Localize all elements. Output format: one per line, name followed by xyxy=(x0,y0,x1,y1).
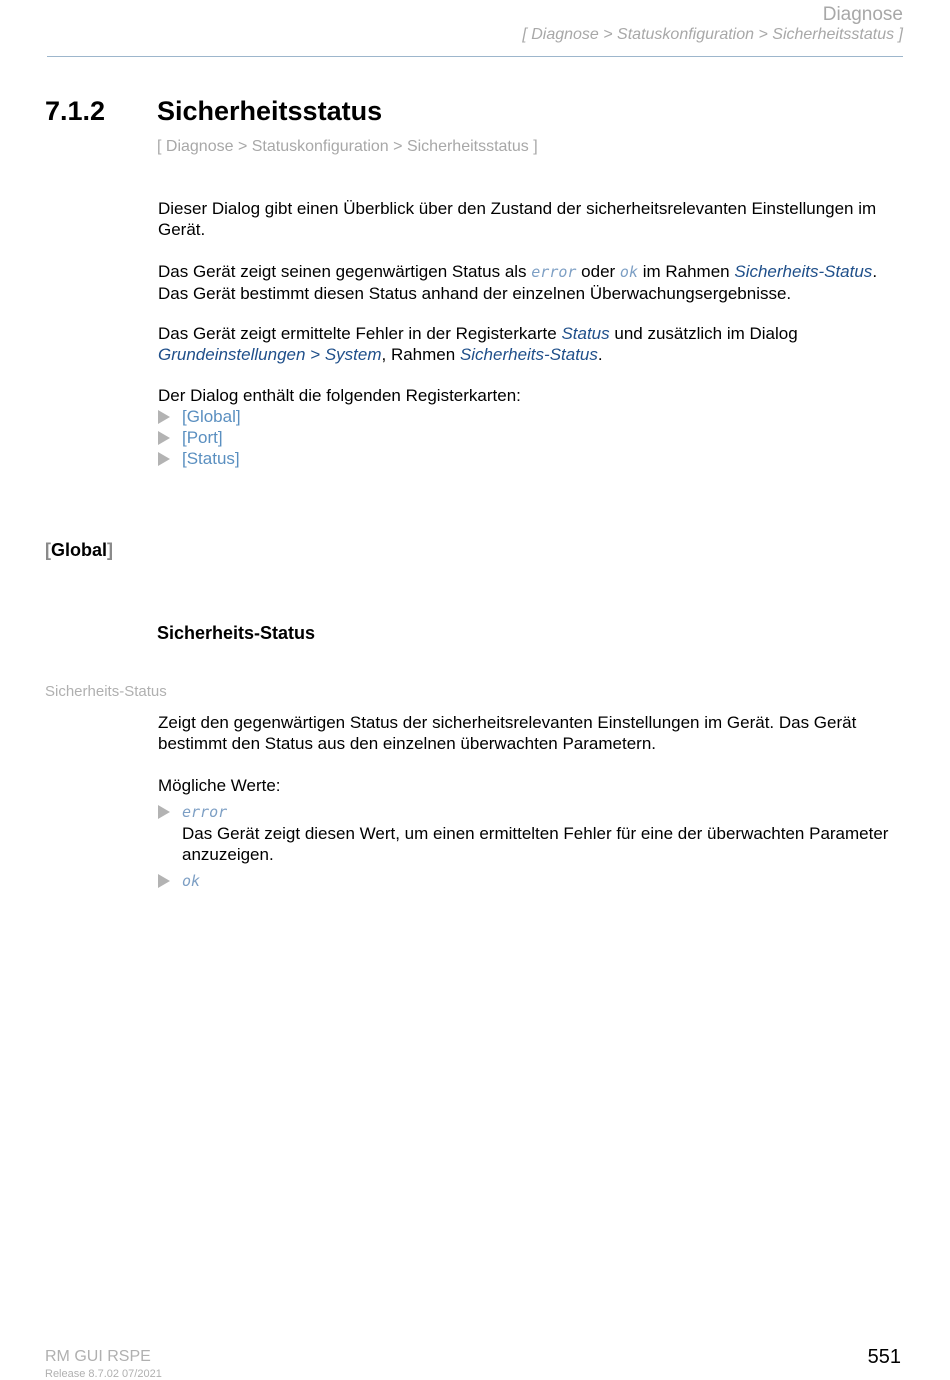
parameter-label: Sicherheits-Status xyxy=(45,683,167,700)
bracket: [ xyxy=(45,540,51,560)
intro-paragraph-2 xyxy=(158,261,903,304)
text: oder xyxy=(576,262,620,281)
bullet-triangle-icon xyxy=(158,410,170,424)
value-entry xyxy=(182,802,903,865)
list-item xyxy=(158,406,241,427)
text: und zusätzlich im Dialog xyxy=(609,324,798,343)
footer-product: RM GUI RSPE xyxy=(45,1348,151,1365)
text: . xyxy=(597,345,603,364)
tabs-intro: Der Dialog enthält die folgenden Registerkarten: xyxy=(158,386,521,405)
header-title: Diagnose xyxy=(822,4,903,25)
frame-link-security-status[interactable]: Sicherheits-Status xyxy=(734,262,873,281)
text: , Rahmen xyxy=(381,345,460,364)
value-code-ok: ok xyxy=(182,872,201,890)
text: im Rahmen xyxy=(637,262,735,281)
bullet-triangle-icon xyxy=(158,874,170,888)
tab-link-status[interactable]: Status xyxy=(561,324,610,343)
bracket: ] xyxy=(107,540,114,560)
list-item xyxy=(158,427,241,448)
tabs-list xyxy=(158,406,241,469)
page-number: 551 xyxy=(867,1346,901,1368)
parameter-description: Zeigt den gegenwärtigen Status der sicherheitsrelevanten Einstellungen im Gerät. Das Gerät bestimmt den Status aus den einzelnen überwachten Parametern. xyxy=(158,713,857,753)
bullet-triangle-icon xyxy=(158,431,170,445)
tab-link-status[interactable]: [Status] xyxy=(182,449,240,468)
intro-paragraph-3 xyxy=(158,323,903,365)
text: Das Gerät zeigt seinen gegenwärtigen Status als xyxy=(158,262,532,281)
values-intro: Mögliche Werte: xyxy=(158,776,281,795)
bullet-triangle-icon xyxy=(158,805,170,819)
list-item xyxy=(158,871,903,892)
tab-link-global[interactable]: [Global] xyxy=(182,407,241,426)
header-breadcrumb: [ Diagnose > Statuskonfiguration > Sicherheitsstatus ] xyxy=(522,26,903,43)
bullet-triangle-icon xyxy=(158,452,170,466)
text: Das Gerät zeigt ermittelte Fehler in der Registerkarte xyxy=(158,324,562,343)
tab-link-port[interactable]: [Port] xyxy=(182,428,223,447)
text: . Das Gerät bestimmt diesen Status anhand der einzelnen Überwachungsergebnisse. xyxy=(158,262,878,303)
dialog-link-basic-settings-system[interactable]: Grundeinstellungen > System xyxy=(158,345,382,364)
status-code-error: error xyxy=(531,263,577,281)
intro-paragraph-1: Dieser Dialog gibt einen Überblick über den Zustand der sicherheitsrelevanten Einstellungen im Gerät. xyxy=(158,199,877,239)
global-heading-text: Global xyxy=(51,540,108,560)
list-item xyxy=(158,448,241,469)
status-code-ok: ok xyxy=(619,263,638,281)
value-code-error: error xyxy=(182,803,228,821)
global-heading xyxy=(45,540,113,561)
section-title: Sicherheitsstatus xyxy=(157,96,383,126)
value-description: Das Gerät zeigt diesen Wert, um einen ermittelten Fehler für eine der überwachten Parameter anzuzeigen. xyxy=(182,824,889,864)
values-list xyxy=(158,802,903,898)
value-entry xyxy=(182,871,903,892)
footer-release: Release 8.7.02 07/2021 xyxy=(45,1368,162,1380)
frame-link-security-status[interactable]: Sicherheits-Status xyxy=(459,345,598,364)
frame-heading: Sicherheits-Status xyxy=(157,623,316,643)
header-divider xyxy=(47,56,903,57)
list-item xyxy=(158,802,903,865)
section-number: 7.1.2 xyxy=(45,96,106,126)
section-breadcrumb: [ Diagnose > Statuskonfiguration > Sicherheitsstatus ] xyxy=(157,138,538,155)
